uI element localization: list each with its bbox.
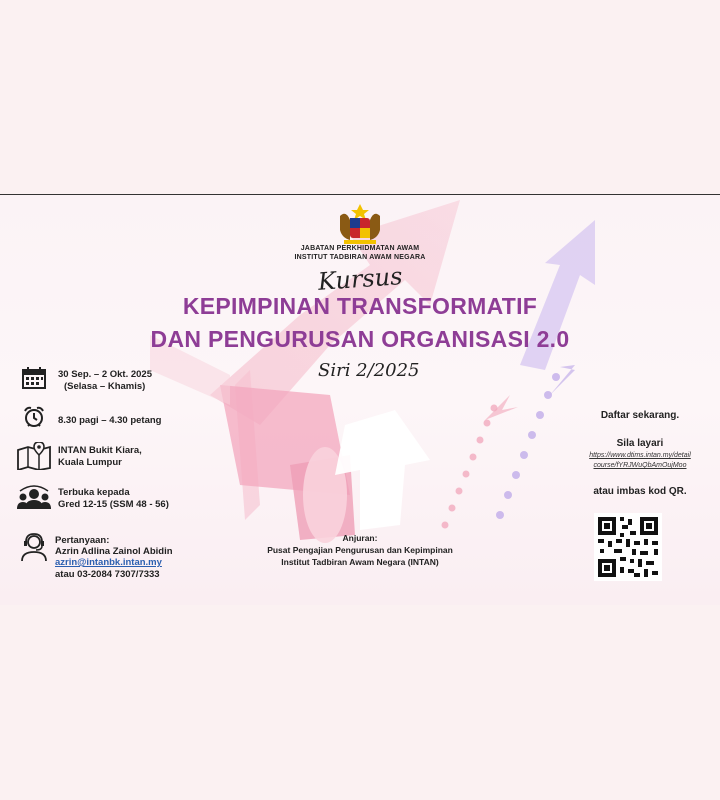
qr-code[interactable] [594,513,662,581]
registration-url-line2[interactable]: course/fYRJWuQbAmOujMoo [593,462,687,469]
calendar-icon [22,367,46,389]
eligibility-line2: Gred 12-15 (SSM 48 - 56) [58,499,169,510]
organizer-line2: Institut Tadbiran Awam Negara (INTAN) [281,557,439,567]
date-line2: (Selasa – Khamis) [64,381,146,392]
course-title-line2: DAN PENGURUSAN ORGANISASI 2.0 [150,326,570,352]
time-text: 8.30 pagi – 4.30 petang [58,415,162,426]
series-label: Siri 2/2025 [318,360,420,381]
contact-phone: atau 03-2084 7307/7333 [55,569,160,580]
organizer-label: Anjuran: [342,533,378,543]
agency-name-line1: JABATAN PERKHIDMATAN AWAM [300,245,420,252]
course-title-line1: KEPIMPINAN TRANSFORMATIF [182,293,538,319]
register-heading: Daftar sekarang. [600,410,680,421]
contact-email-link[interactable]: azrin@intanbk.intan.my [55,557,162,568]
eligibility-line1: Terbuka kepada [58,487,130,498]
date-line1: 30 Sep. – 2 Okt. 2025 [58,369,153,380]
qr-instruction: atau imbas kod QR. [593,486,687,497]
map-pin-icon [17,442,51,470]
agency-name-line2: INSTITUT TADBIRAN AWAM NEGARA [294,254,426,261]
organizer-line1: Pusat Pengajian Pengurusan dan Kepimpinan [267,545,453,555]
registration-url-line1[interactable]: https://www.dtims.intan.my/detail [589,452,691,459]
visit-label: Sila layari [616,438,664,449]
contact-label: Pertanyaan: [55,535,110,546]
alarm-clock-icon [23,406,45,428]
course-poster [0,195,720,605]
contact-name: Azrin Adlina Zainol Abidin [55,546,173,557]
group-icon [17,485,51,511]
kursus-script-label: Kursus [317,262,404,296]
venue-line1: INTAN Bukit Kiara, [58,445,142,456]
venue-line2: Kuala Lumpur [58,457,122,468]
coat-of-arms-logo [336,202,384,246]
